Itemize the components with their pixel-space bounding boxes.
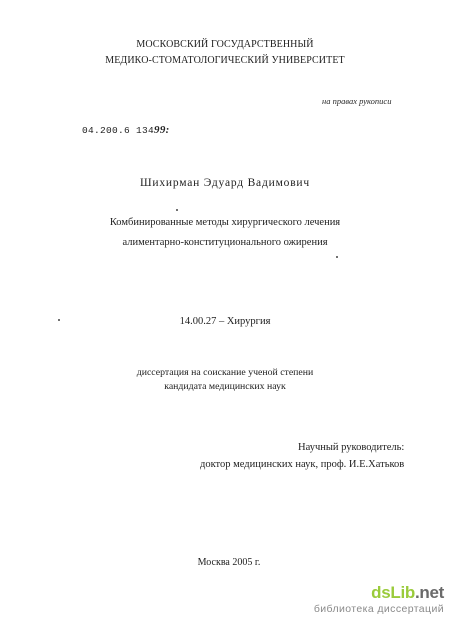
- dslib-tagline: библиотека диссертаций: [313, 603, 444, 615]
- rights-note: на правах рукописи: [322, 96, 392, 106]
- university-line-2: МЕДИКО-СТОМАТОЛОГИЧЕСКИЙ УНИВЕРСИТЕТ: [105, 55, 345, 66]
- supervisor-label: Научный руководитель:: [298, 442, 405, 453]
- supervisor-name: доктор медицинских наук, проф. И.Е.Хатьков: [200, 459, 405, 470]
- specialty: 14.00.27 – Хирургия: [179, 316, 271, 327]
- thesis-title-line-2: алиментарно-конституционального ожирения: [122, 237, 328, 248]
- registry-handwritten-tail: :: [165, 124, 170, 136]
- registry-handwritten: 99: [154, 124, 166, 136]
- registry-number: 04.200.6 134: [82, 125, 155, 136]
- thesis-title-line-1: Комбинированные методы хирургического лечения: [109, 217, 341, 228]
- dslib-logo-part-1: dsLib: [371, 583, 415, 602]
- university-line-1: МОСКОВСКИЙ ГОСУДАРСТВЕННЫЙ: [136, 39, 314, 50]
- author-name: Шихирман Эдуард Вадимович: [140, 177, 310, 189]
- scan-dot: [176, 209, 178, 211]
- scan-dot: [336, 256, 338, 258]
- degree-line-2: кандидата медицинских наук: [164, 381, 286, 392]
- dslib-logo-part-2: .net: [414, 583, 444, 602]
- registry-stamp: [82, 125, 170, 136]
- dslib-watermark: [314, 584, 444, 615]
- dslib-logo: [314, 584, 444, 601]
- city-year: Москва 2005 г.: [197, 557, 261, 568]
- degree-line-1: диссертация на соискание ученой степени: [136, 367, 314, 378]
